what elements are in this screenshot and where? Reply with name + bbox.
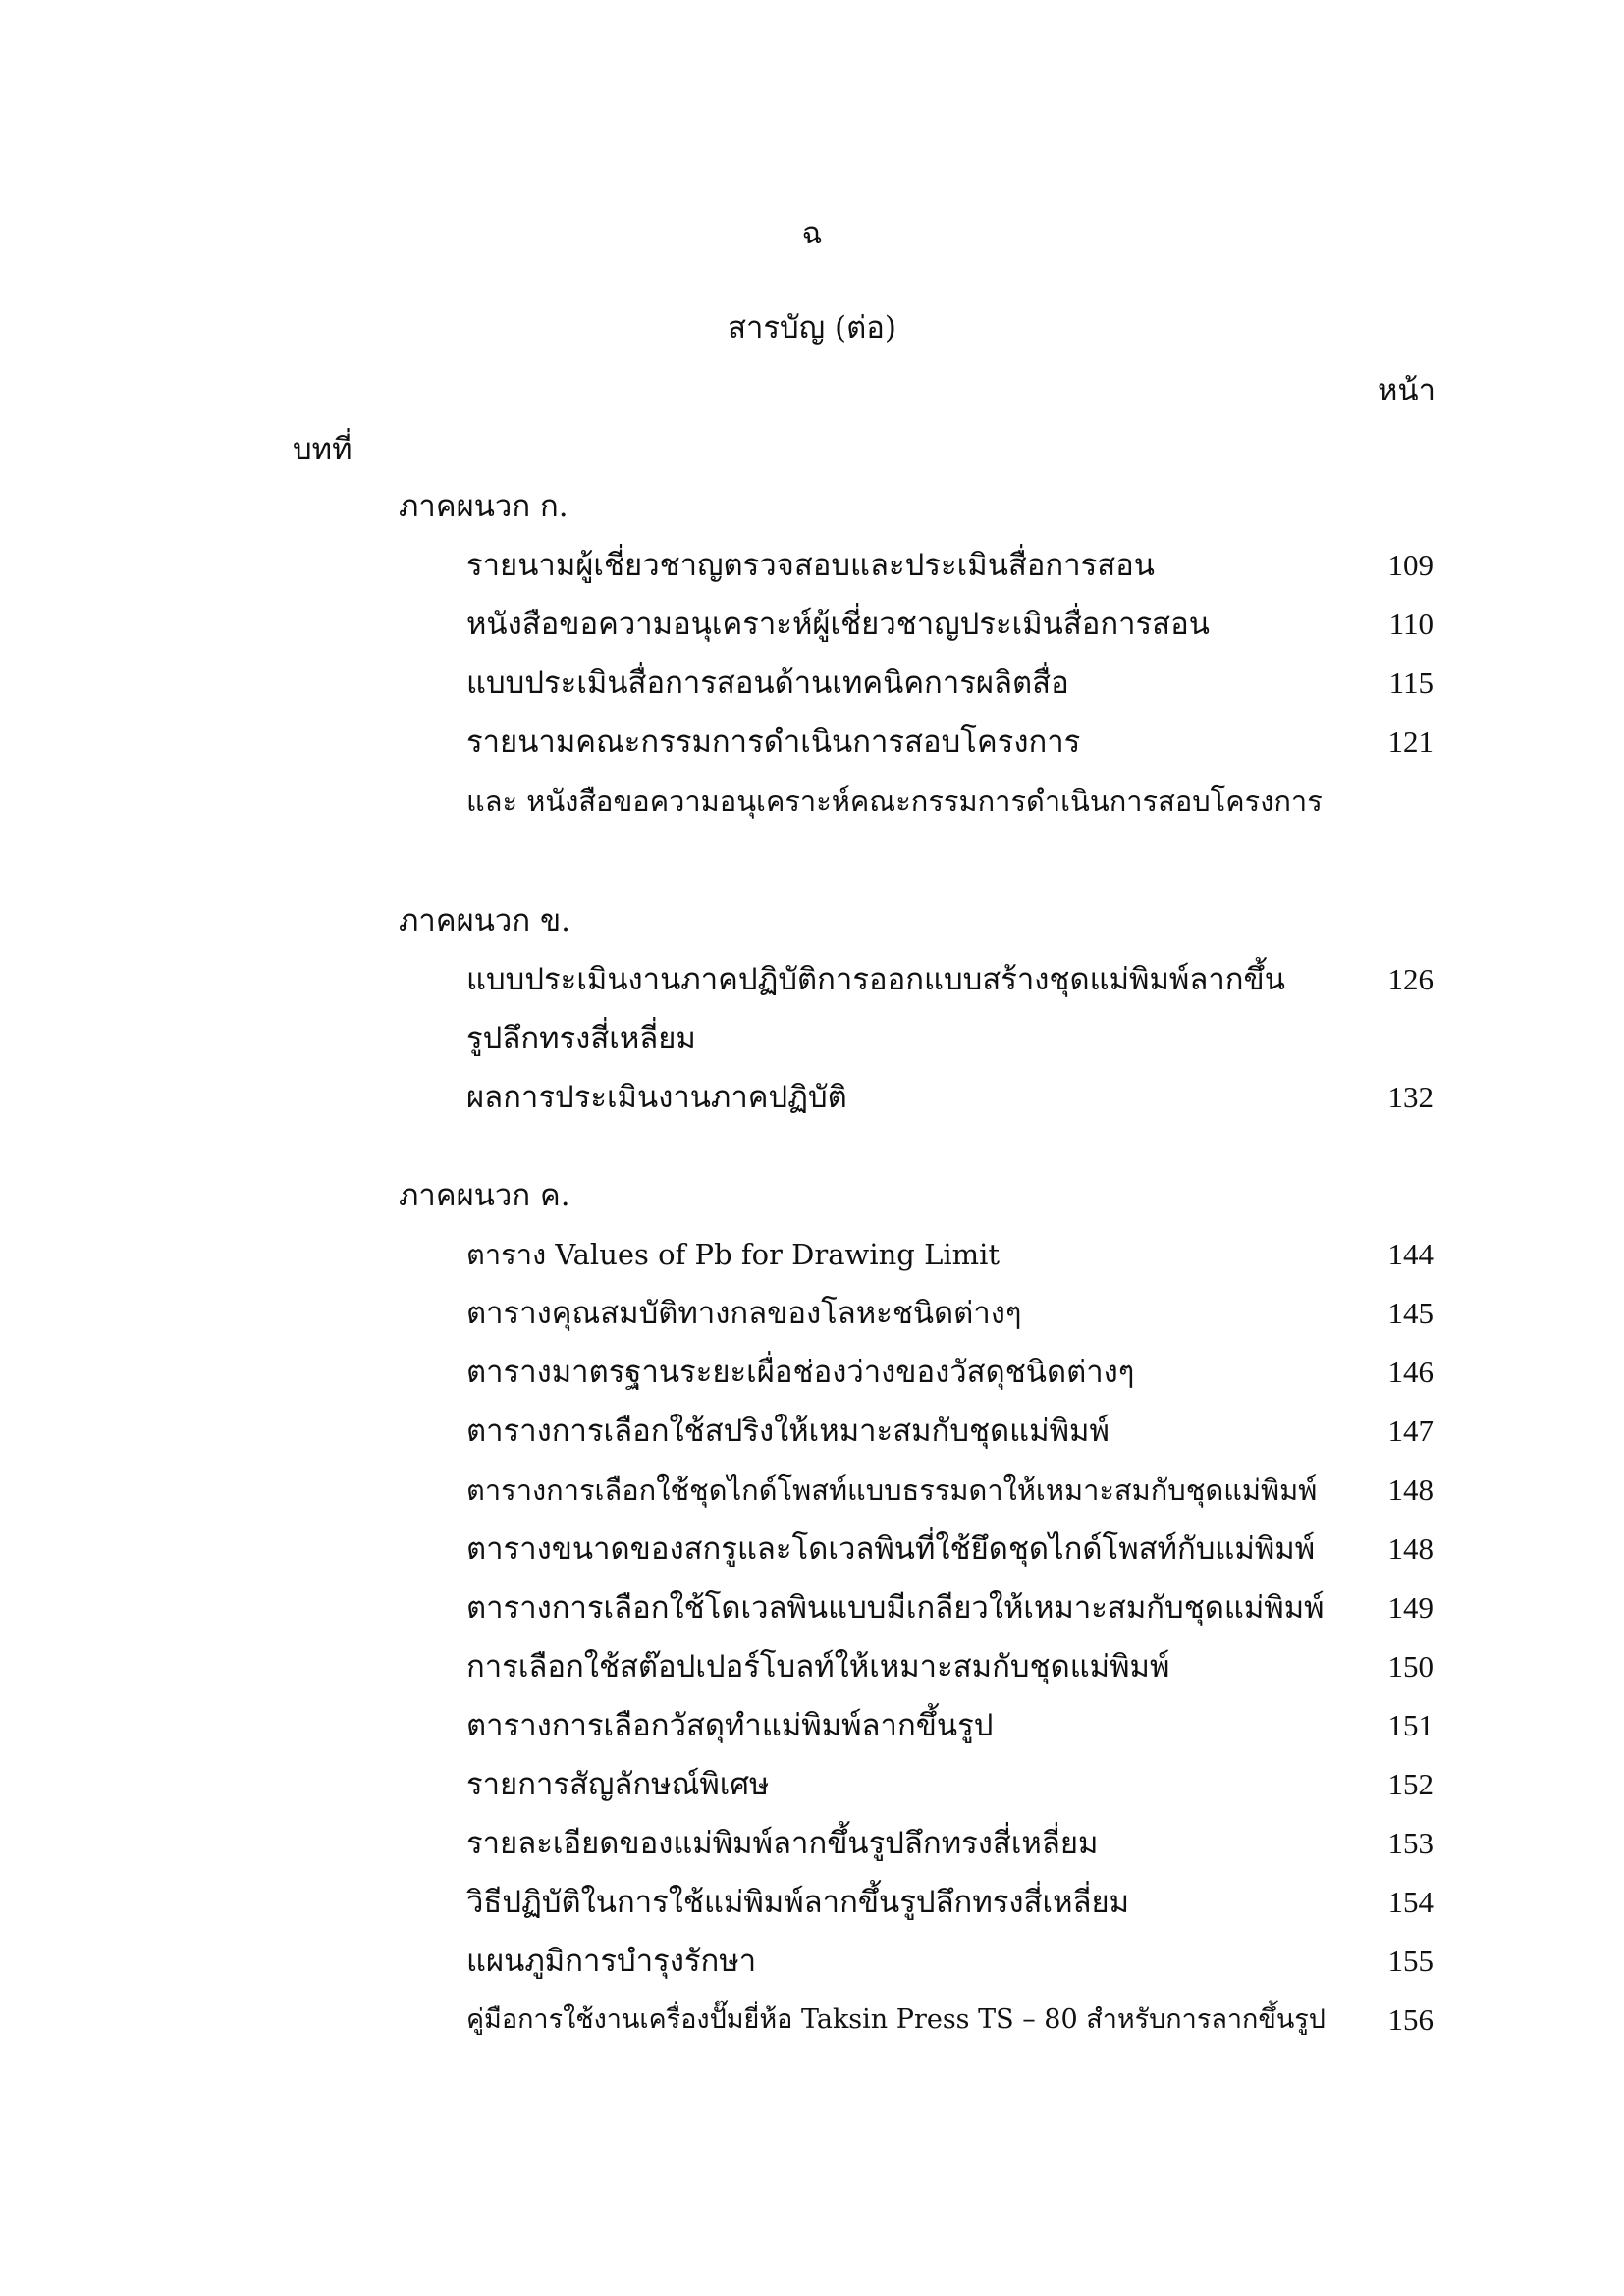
toc-entry[interactable] [466, 544, 1434, 587]
toc-entry-title: วิธีปฏิบัติในการใช้แม่พิมพ์ลากขึ้นรูปลึกทรงสี่เหลี่ยม [466, 1885, 1130, 1920]
toc-entry-page: 132 [1387, 1080, 1434, 1114]
toc-entry-title: แผนภูมิการบำรุงรักษา [466, 1944, 757, 1979]
toc-entry-page: 121 [1387, 724, 1434, 759]
toc-entry-page: 144 [1387, 1237, 1434, 1271]
toc-entry[interactable] [466, 1763, 1434, 1806]
toc-entry-page: 149 [1387, 1590, 1434, 1625]
toc-entry-page: 155 [1387, 1944, 1434, 1978]
toc-entry[interactable] [466, 1999, 1434, 2042]
toc-entry-title: รายนามคณะกรรมการดำเนินการสอบโครงการ [466, 724, 1081, 760]
toc-entry[interactable] [466, 1645, 1434, 1688]
toc-entry[interactable] [466, 662, 1434, 705]
toc-entry-title: แบบประเมินสื่อการสอนด้านเทคนิคการผลิตสื่อ [466, 666, 1069, 701]
toc-entry-page: 154 [1387, 1885, 1434, 1919]
toc-entry-page: 153 [1387, 1826, 1434, 1860]
toc-entry-title: ผลการประเมินงานภาคปฏิบัติ [466, 1080, 847, 1115]
toc-entry[interactable] [466, 1468, 1434, 1512]
toc-entry-page: 156 [1387, 2002, 1434, 2037]
toc-entry-title: ตารางขนาดของสกรูและโดเวลพินที่ใช้ยึดชุดไกด์โพสท์กับแม่พิมพ์ [466, 1531, 1316, 1567]
toc-entry[interactable] [466, 1292, 1434, 1335]
toc-entry-title: ตารางมาตรฐานระยะเผื่อช่องว่างของวัสดุชนิดต่างๆ [466, 1355, 1135, 1390]
toc-entry[interactable] [466, 1351, 1434, 1394]
toc-entry-page: 152 [1387, 1767, 1434, 1801]
toc-entry[interactable] [466, 1410, 1434, 1453]
toc-entry[interactable] [466, 1076, 1434, 1119]
toc-entry[interactable] [466, 1233, 1434, 1276]
toc-entry[interactable] [466, 1527, 1434, 1571]
toc-entry[interactable] [466, 1940, 1434, 1983]
toc-entry-title: ตารางการเลือกใช้โดเวลพินแบบมีเกลียวให้เหมาะสมกับชุดแม่พิมพ์ [466, 1590, 1325, 1626]
toc-entry-title: ตารางการเลือกใช้สปริงให้เหมาะสมกับชุดแม่พิมพ์ [466, 1414, 1110, 1449]
toc-entry[interactable] [466, 721, 1434, 764]
toc-entry-title: คู่มือการใช้งานเครื่องปั๊มยี่ห้อ Taksin Press TS – 80 สำหรับการลากขึ้นรูป [466, 2004, 1326, 2035]
toc-entry-page: 148 [1387, 1472, 1434, 1507]
toc-entry-title: ตารางการเลือกวัสดุทำแม่พิมพ์ลากขึ้นรูป [466, 1708, 994, 1743]
page-title: สารบัญ (ต่อ) [728, 310, 896, 346]
toc-entry-page: 146 [1387, 1355, 1434, 1389]
page-column-header: หน้า [1377, 373, 1435, 408]
toc-entry-title: การเลือกใช้สต๊อปเปอร์โบลท์ให้เหมาะสมกับชุดแม่พิมพ์ [466, 1649, 1170, 1684]
toc-entry[interactable] [466, 603, 1434, 646]
toc-entry[interactable] [466, 1822, 1434, 1865]
toc-entry[interactable] [466, 1586, 1434, 1629]
toc-entry-title: ตารางคุณสมบัติทางกลของโลหะชนิดต่างๆ [466, 1296, 1022, 1331]
toc-entry-title: รูปลึกทรงสี่เหลี่ยม [466, 1021, 696, 1056]
toc-entry-title: หนังสือขอความอนุเคราะห์ผู้เชี่ยวชาญประเมินสื่อการสอน [466, 607, 1210, 642]
toc-entry-page: 145 [1387, 1296, 1434, 1330]
toc-entry-title: รายการสัญลักษณ์พิเศษ [466, 1767, 770, 1802]
toc-entry-page: 126 [1387, 962, 1434, 996]
toc-entry-title: รายละเอียดของแม่พิมพ์ลากขึ้นรูปลึกทรงสี่เหลี่ยม [466, 1826, 1099, 1861]
toc-entry[interactable] [466, 958, 1434, 1001]
section-heading-a: ภาคผนวก ก. [399, 489, 568, 524]
chapter-label: บทที่ [293, 432, 352, 467]
toc-entry[interactable] [466, 1704, 1434, 1747]
toc-entry-page: 109 [1387, 548, 1434, 582]
toc-entry-title: แบบประเมินงานภาคปฏิบัติการออกแบบสร้างชุดแม่พิมพ์ลากขึ้น [466, 962, 1285, 997]
toc-entry[interactable] [466, 779, 1434, 823]
toc-entry[interactable] [466, 1881, 1434, 1924]
toc-entry-page: 147 [1387, 1414, 1434, 1448]
section-heading-c: ภาคผนวก ค. [399, 1178, 570, 1213]
section-heading-b: ภาคผนวก ข. [399, 903, 571, 938]
toc-entry-page: 150 [1387, 1649, 1434, 1683]
toc-entry-page: 110 [1388, 607, 1434, 641]
toc-entry-page: 151 [1387, 1708, 1434, 1742]
toc-entry-title: ตารางการเลือกใช้ชุดไกด์โพสท์แบบธรรมดาให้เหมาะสมกับชุดแม่พิมพ์ [466, 1473, 1318, 1507]
toc-entry[interactable] [466, 1017, 1434, 1060]
toc-entry-page: 115 [1388, 666, 1434, 700]
toc-entry-title: ตาราง Values of Pb for Drawing Limit [466, 1238, 1001, 1271]
page-number: ฉ [801, 216, 823, 251]
toc-entry-title: และ หนังสือขอความอนุเคราะห์คณะกรรมการดำเนินการสอบโครงการ [466, 784, 1323, 818]
toc-entry-title: รายนามผู้เชี่ยวชาญตรวจสอบและประเมินสื่อการสอน [466, 548, 1155, 583]
toc-entry-page: 148 [1387, 1531, 1434, 1566]
